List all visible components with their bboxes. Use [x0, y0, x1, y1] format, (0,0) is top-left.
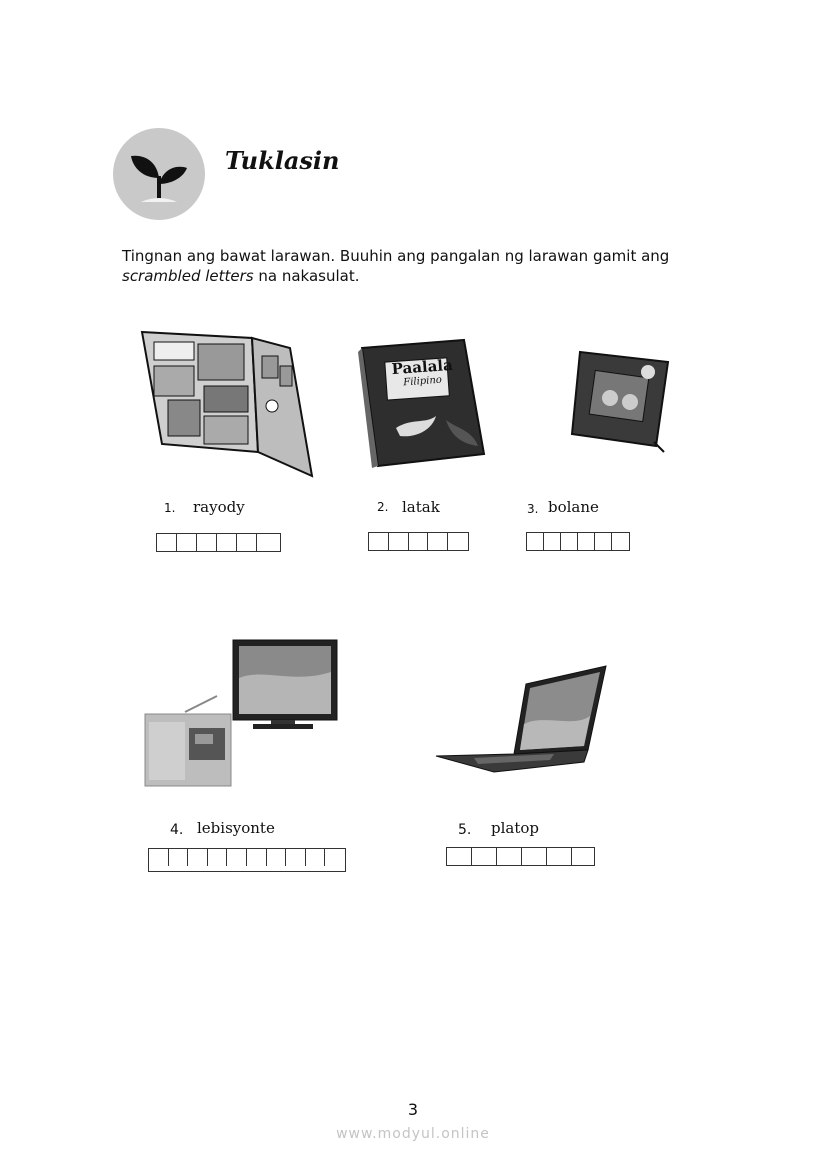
- scrambled-word: rayody: [193, 498, 245, 516]
- paalala-book-icon: [356, 338, 488, 474]
- letter-box[interactable]: [369, 533, 389, 550]
- answer-boxes[interactable]: [156, 533, 281, 552]
- letter-box[interactable]: [169, 849, 189, 866]
- scrambled-word: latak: [402, 498, 440, 516]
- instructions-line1: Tingnan ang bawat larawan. Buuhin ang pangalan ng larawan gamit ang: [122, 247, 670, 265]
- instructions-italic: scrambled letters: [122, 267, 254, 285]
- letter-box[interactable]: [257, 534, 277, 551]
- item-number: 5.: [458, 822, 472, 838]
- item-number: 1.: [164, 501, 176, 515]
- letter-box[interactable]: [325, 849, 345, 866]
- television-radio-icon: [143, 638, 341, 792]
- laptop-icon: [434, 664, 610, 780]
- letter-box[interactable]: [612, 533, 629, 550]
- letter-box[interactable]: [527, 533, 544, 550]
- item-number: 2.: [377, 500, 389, 514]
- letter-box[interactable]: [389, 533, 409, 550]
- scrambled-word: lebisyonte: [197, 819, 275, 837]
- letter-box[interactable]: [217, 534, 237, 551]
- letter-box[interactable]: [286, 849, 306, 866]
- letter-box[interactable]: [448, 533, 468, 550]
- letter-box[interactable]: [157, 534, 177, 551]
- letter-box[interactable]: [227, 849, 247, 866]
- letter-box[interactable]: [544, 533, 561, 550]
- answer-boxes[interactable]: [526, 532, 630, 551]
- letter-box[interactable]: [188, 849, 208, 866]
- letter-box[interactable]: [149, 849, 169, 866]
- answer-boxes[interactable]: [368, 532, 469, 551]
- small-book-icon: [570, 350, 670, 458]
- letter-box[interactable]: [267, 849, 287, 866]
- instructions-rest: na nakasulat.: [253, 267, 360, 285]
- letter-box[interactable]: [428, 533, 448, 550]
- book-subtitle: Filipino: [402, 374, 443, 389]
- letter-box[interactable]: [409, 533, 429, 550]
- instructions-line2: [122, 266, 722, 286]
- letter-box[interactable]: [247, 849, 267, 866]
- comic-magazine-icon: [140, 328, 315, 484]
- item-number: 3.: [527, 502, 539, 516]
- item-number: 4.: [170, 822, 184, 838]
- letter-box[interactable]: [497, 848, 522, 865]
- answer-boxes[interactable]: [446, 847, 595, 866]
- letter-box[interactable]: [561, 533, 578, 550]
- scrambled-word: platop: [491, 819, 540, 837]
- letter-box[interactable]: [547, 848, 572, 865]
- page-title: Tuklasin: [225, 146, 340, 175]
- letter-box[interactable]: [306, 849, 326, 866]
- letter-box[interactable]: [197, 534, 217, 551]
- letter-box[interactable]: [208, 849, 228, 866]
- instructions: [122, 246, 722, 286]
- section-badge: [113, 128, 205, 220]
- watermark: www.modyul.online: [336, 1126, 490, 1142]
- letter-box[interactable]: [447, 848, 472, 865]
- letter-box[interactable]: [572, 848, 594, 865]
- scrambled-word: bolane: [548, 498, 599, 516]
- book-title: Paalala: [391, 355, 454, 379]
- letter-box[interactable]: [237, 534, 257, 551]
- sprout-icon: [113, 128, 205, 220]
- page-number: 3: [407, 1100, 419, 1119]
- letter-box[interactable]: [522, 848, 547, 865]
- letter-box[interactable]: [472, 848, 497, 865]
- letter-box[interactable]: [578, 533, 595, 550]
- letter-box[interactable]: [595, 533, 612, 550]
- letter-box[interactable]: [177, 534, 197, 551]
- answer-boxes[interactable]: [148, 848, 346, 872]
